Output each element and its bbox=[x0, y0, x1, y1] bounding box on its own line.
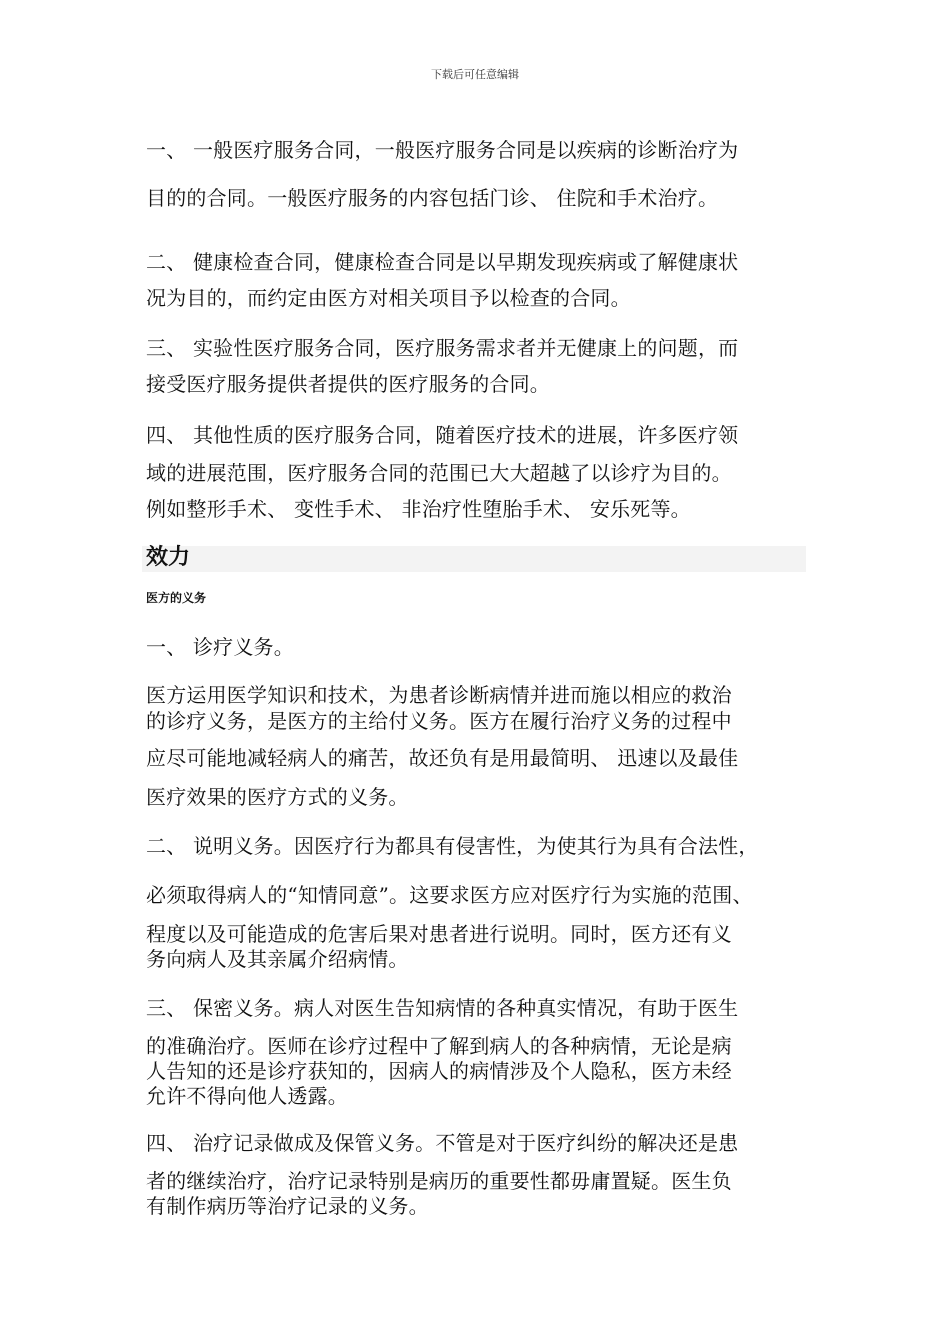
paragraph-line: 允许不得向他人透露。 bbox=[146, 1084, 348, 1108]
paragraph-line: 况为目的，而约定由医方对相关项目予以检查的合同。 bbox=[146, 286, 631, 310]
paragraph-line: 例如整形手术、 变性手术、 非治疗性堕胎手术、 安乐死等。 bbox=[146, 497, 691, 521]
paragraph-line: 三、 保密义务。病人对医生告知病情的各种真实情况，有助于医生 bbox=[146, 996, 739, 1020]
paragraph-line: 务向病人及其亲属介绍病情。 bbox=[146, 947, 409, 971]
paragraph-line: 医疗效果的医疗方式的义务。 bbox=[146, 785, 409, 809]
paragraph-line: 三、 实验性医疗服务合同，医疗服务需求者并无健康上的问题，而 bbox=[146, 336, 739, 360]
paragraph-line: 一、 一般医疗服务合同，一般医疗服务合同是以疾病的诊断治疗为 bbox=[146, 138, 739, 162]
paragraph-line: 程度以及可能造成的危害后果对患者进行说明。同时，医方还有义 bbox=[146, 922, 732, 946]
section-heading-background bbox=[142, 546, 806, 572]
section-heading: 效力 bbox=[146, 545, 191, 570]
subsection-heading: 医方的义务 bbox=[146, 591, 207, 605]
paragraph-line: 的准确治疗。医师在诊疗过程中了解到病人的各种病情，无论是病 bbox=[146, 1034, 732, 1058]
paragraph-line: 必须取得病人的“知情同意”。这要求医方应对医疗行为实施的范围、 bbox=[146, 883, 753, 907]
paragraph-line: 域的进展范围，医疗服务合同的范围已大大超越了以诊疗为目的。 bbox=[146, 461, 732, 485]
paragraph-line: 接受医疗服务提供者提供的医疗服务的合同。 bbox=[146, 372, 550, 396]
paragraph-line: 一、 诊疗义务。 bbox=[146, 635, 294, 659]
paragraph-line: 人告知的还是诊疗获知的，因病人的病情涉及个人隐私，医方未经 bbox=[146, 1059, 732, 1083]
paragraph-line: 有制作病历等治疗记录的义务。 bbox=[146, 1194, 429, 1218]
paragraph-line: 四、 治疗记录做成及保管义务。不管是对于医疗纠纷的解决还是患 bbox=[146, 1131, 739, 1155]
paragraph-line: 的诊疗义务，是医方的主给付义务。医方在履行治疗义务的过程中 bbox=[146, 709, 732, 733]
page-header: 下载后可任意编辑 bbox=[431, 68, 519, 81]
paragraph-line: 二、 说明义务。因医疗行为都具有侵害性，为使其行为具有合法性， bbox=[146, 834, 759, 858]
paragraph-line: 目的的合同。一般医疗服务的内容包括门诊、 住院和手术治疗。 bbox=[146, 186, 719, 210]
paragraph-line: 医方运用医学知识和技术，为患者诊断病情并进而施以相应的救治 bbox=[146, 683, 732, 707]
paragraph-line: 四、 其他性质的医疗服务合同，随着医疗技术的进展，许多医疗领 bbox=[146, 423, 739, 447]
paragraph-line: 者的继续治疗，治疗记录特别是病历的重要性都毋庸置疑。医生负 bbox=[146, 1169, 732, 1193]
paragraph-line: 二、 健康检查合同，健康检查合同是以早期发现疾病或了解健康状 bbox=[146, 250, 739, 274]
paragraph-line: 应尽可能地减轻病人的痛苦，故还负有是用最简明、 迅速以及最佳 bbox=[146, 746, 739, 770]
